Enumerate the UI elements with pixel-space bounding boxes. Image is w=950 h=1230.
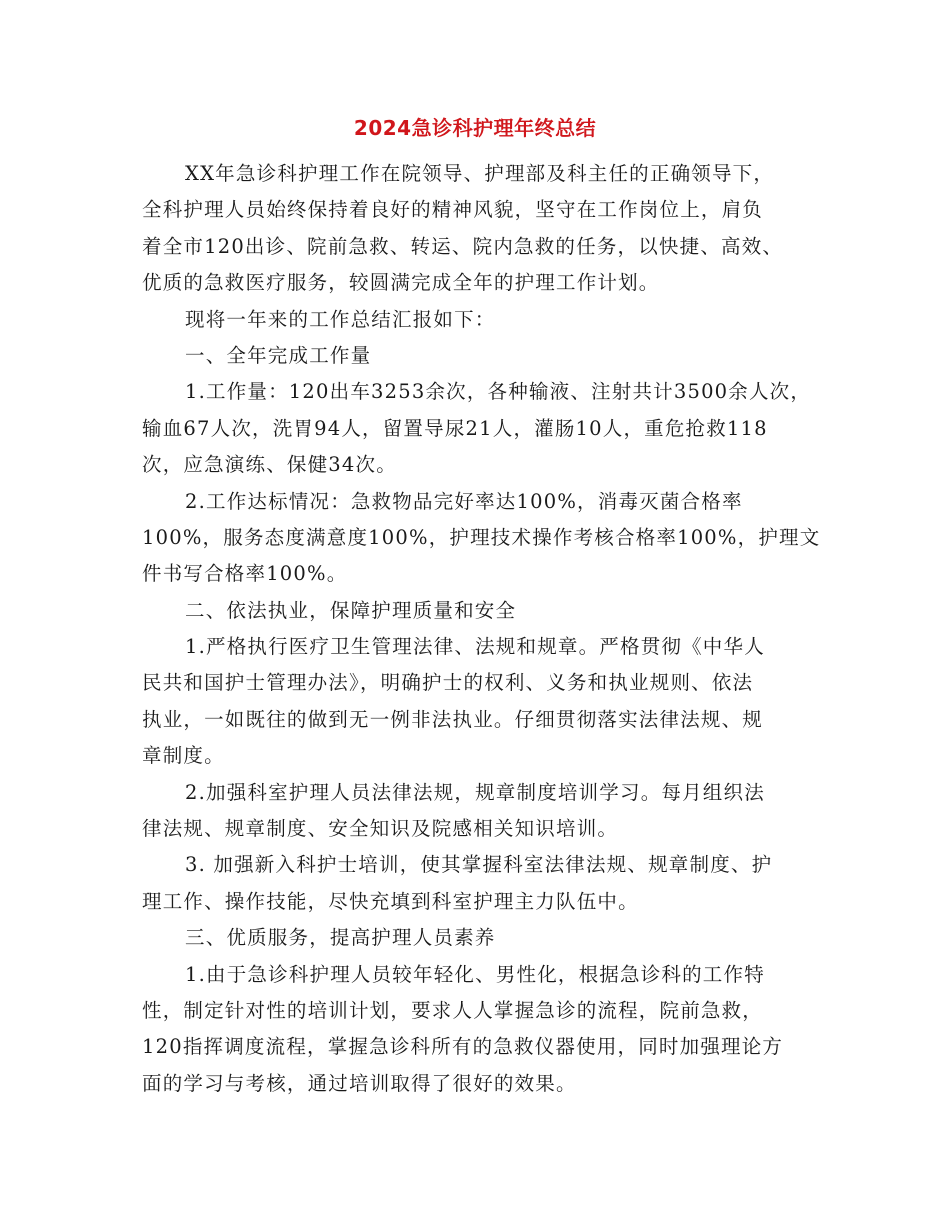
paragraph-line: 理工作、操作技能，尽快充填到科室护理主力队伍中。: [142, 889, 639, 913]
paragraph-line: 件书写合格率100%。: [142, 562, 348, 586]
section-heading: 二、依法执业，保障护理质量和安全: [185, 598, 517, 622]
paragraph-line: XX年急诊科护理工作在院领导、护理部及科主任的正确领导下，: [185, 162, 775, 185]
section-heading: 三、优质服务，提高护理人员素养: [185, 926, 496, 950]
document-body: [142, 156, 822, 1102]
paragraph-line: 1.工作量：120出车3253余次，各种输液、注射共计3500余人次，: [185, 380, 812, 404]
paragraph-line: 100%，服务态度满意度100%，护理技术操作考核合格率100%，护理文: [142, 525, 821, 549]
paragraph-line: 着全市120出诊、院前急救、转运、院内急救的任务，以快捷、高效、: [142, 234, 784, 258]
paragraph-line: 次，应急演练、保健34次。: [142, 453, 397, 477]
paragraph-line: 2.加强科室护理人员法律法规，规章制度培训学习。每月组织法: [185, 780, 765, 804]
paragraph-line: 律法规、规章制度、安全知识及院感相关知识培训。: [142, 817, 619, 841]
paragraph-line: 120指挥调度流程，掌握急诊科所有的急救仪器使用，同时加强理论方: [142, 1035, 784, 1059]
document-title: 2024急诊科护理年终总结: [353, 116, 597, 140]
paragraph-line: 3. 加强新入科护士培训，使其掌握科室法律法规、规章制度、护: [185, 853, 773, 877]
paragraph-line: 1.由于急诊科护理人员较年轻化、男性化，根据急诊科的工作特: [185, 962, 765, 986]
paragraph-line: 1.严格执行医疗卫生管理法律、法规和规章。严格贯彻《中华人: [185, 635, 765, 659]
paragraph-line: 面的学习与考核，通过培训取得了很好的效果。: [142, 1071, 577, 1095]
paragraph-line: 优质的急救医疗服务，较圆满完成全年的护理工作计划。: [142, 271, 660, 295]
paragraph-line: 执业，一如既往的做到无一例非法执业。仔细贯彻落实法律法规、规: [142, 707, 764, 731]
paragraph-line: 民共和国护士管理办法》，明确护士的权利、义务和执业规则、依法: [142, 671, 754, 695]
paragraph-line: 章制度。: [142, 744, 225, 768]
section-heading: 一、全年完成工作量: [185, 343, 372, 367]
paragraph-line: 现将一年来的工作总结汇报如下：: [185, 307, 496, 331]
paragraph-line: 输血67人次，洗胃94人，留置导尿21人，灌肠10人，重危抢救118: [142, 416, 768, 440]
paragraph-line: 全科护理人员始终保持着良好的精神风貌，坚守在工作岗位上，肩负: [142, 198, 764, 222]
paragraph-line: 性，制定针对性的培训计划，要求人人掌握急诊的流程，院前急救，: [142, 998, 764, 1022]
paragraph-line: 2.工作达标情况：急救物品完好率达100%，消毒灭菌合格率: [185, 489, 743, 513]
